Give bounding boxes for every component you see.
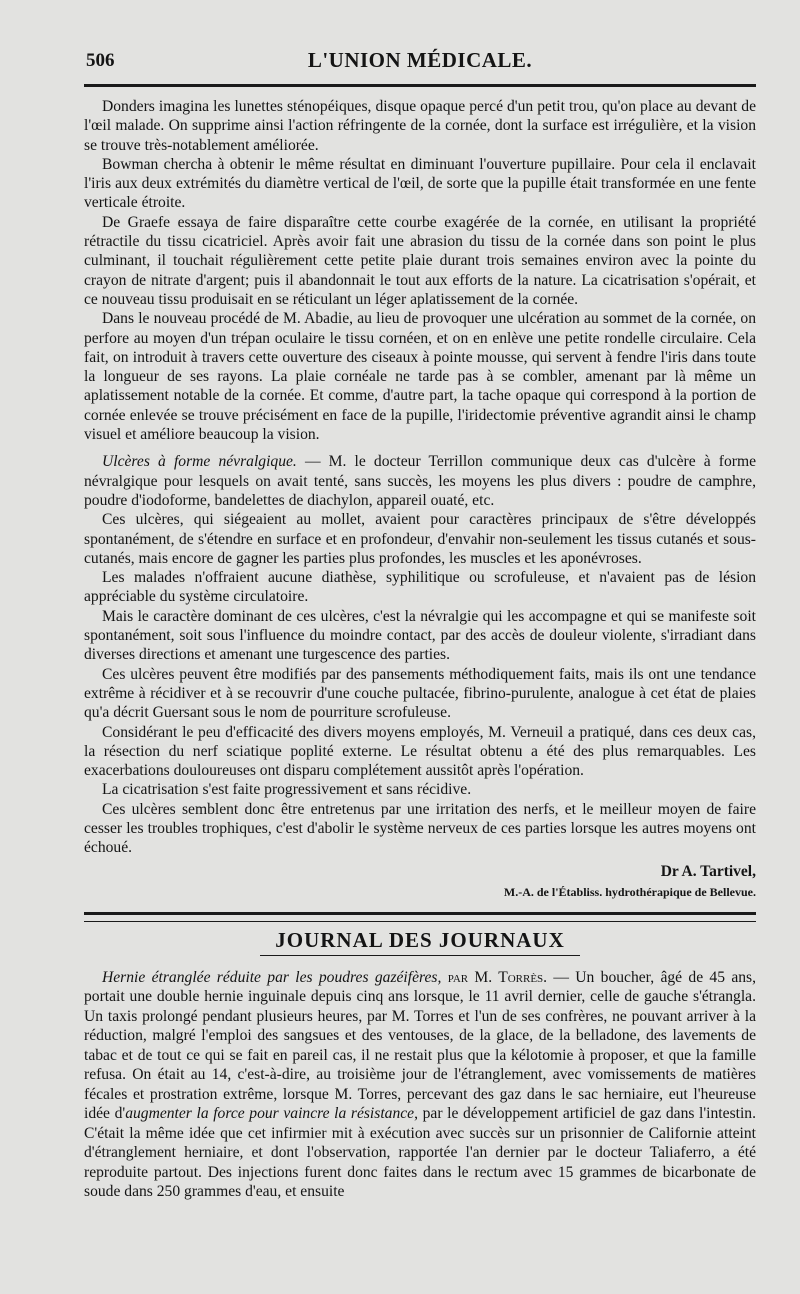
signature-affiliation: M.-A. de l'Établiss. hydrothérapique de Bellevue. bbox=[503, 884, 756, 899]
paragraph-de-graefe: De Graefe essaya de faire disparaître cette courbe exagérée de la cornée, en utilisant la propriété rétractile du tissu cicatriciel. Après avoir fait une abrasion du tissu de la cornée dans son point le plus culminant, il touchait régulièrement cette petite plaie durant trois semaines environ avec la pointe du crayon de nitrate d'argent; puis il abandonnait le tout aux efforts de la nature. La cicatrisation s'opérait, et ce nouveau tissu produisait en se réticulant un léger aplatissement de la cornée. bbox=[84, 213, 756, 308]
running-title: L'UNION MÉDICALE. bbox=[307, 48, 533, 72]
case-author: par M. Torrès. bbox=[441, 968, 548, 986]
section-title-rule bbox=[260, 955, 580, 956]
paragraph-donders: Donders imagina les lunettes sténopéiques, disque opaque percé d'un petit trou, qu'on place au devant de l'œil malade. On supprime ainsi l'action réfringente de la cornée, dont la surface est irrégulière, et la vision se trouve très-notablement améliorée. bbox=[84, 98, 756, 154]
signature-name: Dr A. Tartivel, bbox=[660, 862, 756, 880]
paragraph-abadie: Dans le nouveau procédé de M. Abadie, au lieu de provoquer une ulcération au sommet de la cornée, on perfore au moyen d'un trépan oculaire le tissu cornéen, et on en enlève une petite rondelle circulaire. Cela fait, on introduit à travers cette ouverture des ciseaux à pointe mousse, qui servent à fendre l'iris dans toute la longueur de ses rayons. La plaie cornéale ne tarde pas à se combler, amenant par là même un aplatissement notable de la cornée. Et comme, d'autre part, la tache opaque qui correspond à la portion de cornée enlevée se trouve précisément en face de la pupille, l'iridectomie préventive agrandit ainsi le champ visuel et améliore beaucoup la vision. bbox=[84, 310, 756, 444]
case-text-1: — Un boucher, âgé de 45 ans, portait une double hernie inguinale depuis cinq ans lorsque, le 11 avril dernier, celle de gauche s'étrangla. Un taxis prolongé pendant plusieurs heures, par M. Torres et l'un de ses confrères, ne pouvant arriver à la réduction, malgré l'emploi des sangsues et des ventouses, de la glace, de la belladone, des lavements de tabac et de tout ce qui se fait en pareil cas, il ne restait plus que la kélotomie à proposer, et que la famille refusa. On était au 14, c'est-à-dire, au troisième jour de l'étranglement, avec vomissements de matières fécales et prostration extrême, lorsque M. Torres, percevant des gaz dans le sac herniaire, eut l'heureuse idée d' bbox=[84, 968, 757, 1123]
paragraph-ulcer-intro bbox=[84, 452, 756, 510]
paragraph-ulcer-1: Ces ulcères, qui siégeaient au mollet, avaient pour caractères principaux de s'être développés spontanément, de s'étendre en surface et en profondeur, d'envahir non-seulement les tissus cutanés et sous-cutanés, mais encore de gagner les parties plus profondes, les muscles et les aponévroses. bbox=[84, 511, 756, 567]
journal-body bbox=[84, 968, 756, 1202]
ulcer-intro-text: — M. le docteur Terrillon communique deux cas d'ulcère à forme névralgique pour lesquels on avait tenté, sans succès, les moyens les plus divers : poudre de camphre, poudre d'iodoforme, bandelettes de diachylon, appareil ouaté, etc. bbox=[84, 453, 757, 509]
spacer bbox=[84, 444, 756, 452]
paragraph-ulcer-2: Les malades n'offraient aucune diathèse, syphilitique ou scrofuleuse, et n'avaient pas de lésion appréciable du système circulatoire. bbox=[84, 569, 756, 606]
case-italic-phrase: augmenter la force pour vaincre la résistance bbox=[125, 1105, 415, 1123]
page-header bbox=[84, 44, 756, 87]
paragraph-ulcer-5: Considérant le peu d'efficacité des divers moyens employés, M. Verneuil a pratiqué, dans ces deux cas, la résection du nerf sciatique poplité externe. Le résultat obtenu a été des plus remarquables. Les exacerbations douloureuses ont disparu complétement aussitôt après l'opération. bbox=[84, 723, 756, 780]
paragraph-bowman: Bowman chercha à obtenir le même résultat en diminuant l'ouverture pupillaire. Pour cela il enclavait l'iris aux deux extrémités du diamètre vertical de l'œil, de sorte que la pupille était transformée en une fente verticale étroite. bbox=[84, 155, 756, 212]
article-body bbox=[84, 97, 756, 902]
case-title: Hernie étranglée réduite par les poudres gazéifères, bbox=[102, 968, 442, 986]
ulcer-heading: Ulcères à forme névralgique. bbox=[102, 453, 297, 471]
paragraph-ulcer-3: Mais le caractère dominant de ces ulcères, c'est la névralgie qui les accompagne et qui se manifeste soit spontanément, soit sous l'influence du moindre contact, par des accès de douleur violente, s'irradiant dans diverses directions et amenant une turgescence des parties. bbox=[84, 607, 756, 664]
paragraph-hernie bbox=[84, 968, 756, 1202]
section-divider bbox=[84, 912, 756, 922]
paragraph-ulcer-4: Ces ulcères peuvent être modifiés par des pansements méthodiquement faits, mais ils ont une tendance extrême à récidiver et à se recouvrir d'une couche pultacée, fibrino-purulente, analogue à cet état de plaies qu'a décrit Guersant sous le nom de pourriture scrofuleuse. bbox=[84, 665, 756, 722]
case-text-2: , par le développement artificiel de gaz dans l'intestin. C'était la même idée que cet infirmier mit à exécution avec succès sur un prisonnier de Californie atteint d'étranglement herniaire, et dont l'observation, rapportée l'an dernier par le docteur Taliaferro, a été reproduite partout. Des injections furent donc faites dans le rectum avec 15 grammes de bicarbonate de soude dans 250 grammes d'eau, et ensuite bbox=[84, 1105, 756, 1201]
section-title: JOURNAL DES JOURNAUX bbox=[275, 927, 565, 952]
paragraph-ulcer-6: La cicatrisation s'est faite progressivement et sans récidive. bbox=[102, 781, 472, 799]
signature-block bbox=[84, 862, 756, 902]
page-number: 506 bbox=[86, 50, 115, 71]
paragraph-ulcer-7: Ces ulcères semblent donc être entretenus par une irritation des nerfs, et le meilleur moyen de faire cesser les troubles trophiques, c'est d'abolir le système nerveux de ces parties lorsque les autres moyens ont échoué. bbox=[84, 800, 756, 857]
